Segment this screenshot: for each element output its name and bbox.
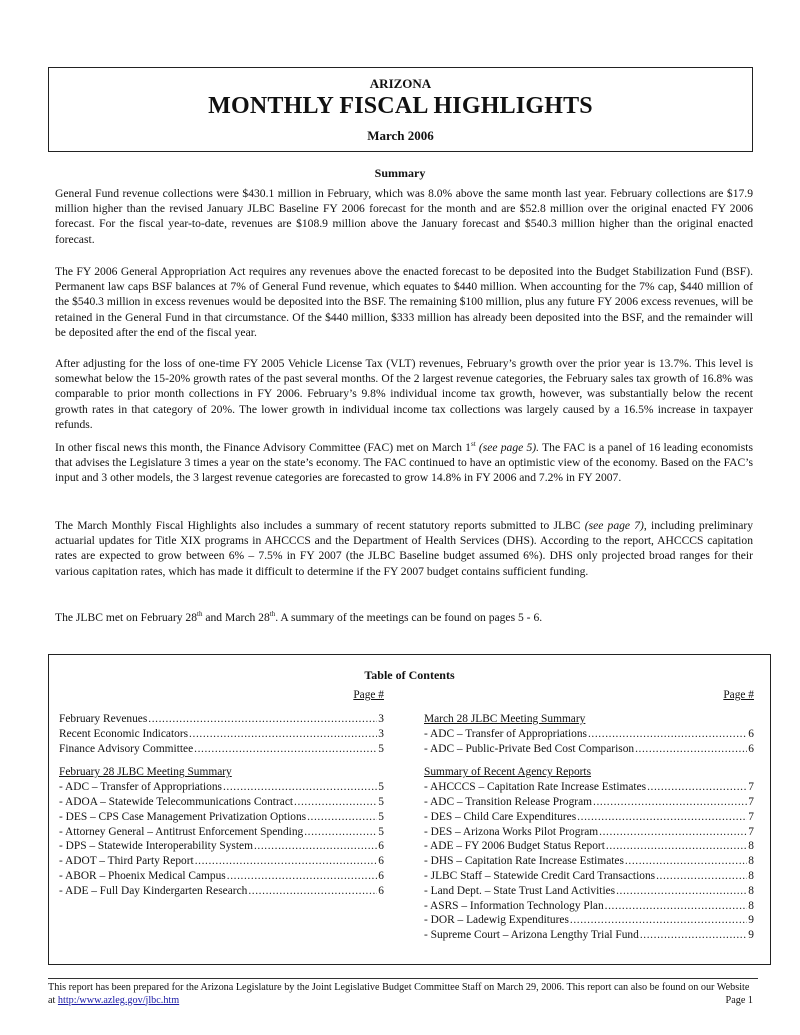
- toc-entry-label: - ADOA – Statewide Telecommunications Contract: [59, 795, 294, 808]
- toc-entry-page: 8: [748, 840, 754, 853]
- toc-entry-page: 7: [748, 825, 754, 838]
- dot-leader: [227, 869, 378, 884]
- summary-paragraph-5: The March Monthly Fiscal Highlights also includes a summary of recent statutory reports submitted to JLBC (see page 7), including preliminary actuarial updates for Title XIX programs in AHCCCS and the Department of Health Services (DHS). According to the report, AHCCCS capitation rates are expected to grow between 6% – 7.5% in FY 2007 (the JLBC Baseline budget assumed 6%). DHS only projected broad ranges for their various capitation rates, which has made it difficult to determine if the FY 2007 budget contains sufficient funding.: [55, 519, 754, 578]
- summary-paragraph-3: After adjusting for the loss of one-time FY 2005 Vehicle License Tax (VLT) revenues, February’s growth over the prior year is 13.7%. This level is somewhat below the 15-20% growth rates of the past several months. Of the 2 largest revenue categories, the February sales tax growth of 16.8% was comparable to prior month collections in FY 2006. February’s 9.8% individual income tax growth, however, was substantially below the recent growth rates in that category of 20%. The lower growth in individual income tax collections was largely caused by a 16.5% increase in taxpayer refunds.: [55, 357, 753, 431]
- dot-leader: [294, 795, 377, 810]
- toc-entry-page: 3: [378, 727, 384, 740]
- toc-entry-label: - JLBC Staff – Statewide Credit Card Transactions: [424, 869, 656, 882]
- toc-entry-label: - ADC – Transfer of Appropriations: [424, 727, 587, 740]
- toc-entry-label: - DES – Arizona Works Pilot Program: [424, 825, 599, 838]
- toc-entry-label: - ADC – Transfer of Appropriations: [59, 781, 222, 794]
- toc-entry-label: - DES – Child Care Expenditures: [424, 810, 577, 823]
- toc-entry: [424, 899, 754, 914]
- dot-leader: [647, 780, 747, 795]
- toc-entry-page: 6: [378, 840, 384, 853]
- toc-section-feb-meeting: February 28 JLBC Meeting Summary: [59, 766, 232, 779]
- footer-divider: [48, 978, 758, 979]
- toc-entry-label: - DHS – Capitation Rate Increase Estimates: [424, 855, 624, 868]
- toc-entry-page: 6: [748, 727, 754, 740]
- toc-entry: [424, 795, 754, 810]
- toc-entry-page: 5: [378, 781, 384, 794]
- toc-entry-page: 7: [748, 781, 754, 794]
- summary-paragraph-1: General Fund revenue collections were $430.1 million in February, which was 8.0% above the same month last year. February collections are $17.9 million higher than the revised January JLBC Baseline FY 2006 forecast for the month and are $52.8 million over the original enacted FY 2006 forecast. For the fiscal year-to-date, revenues are $108.9 million above the January forecast and $540.3 million higher than the original enacted forecast.: [55, 187, 753, 246]
- dot-leader: [635, 742, 747, 757]
- website-link[interactable]: http:/www.azleg.gov/jlbc.htm: [57, 994, 180, 1006]
- state-name: ARIZONA: [369, 76, 432, 91]
- toc-entry: [424, 810, 754, 825]
- dot-leader: [195, 854, 378, 869]
- toc-entry-page: 6: [378, 869, 384, 882]
- toc-entry-page: 8: [748, 869, 754, 882]
- toc-title: Table of Contents: [364, 668, 455, 682]
- dot-leader: [616, 884, 747, 899]
- toc-entry: [424, 928, 754, 943]
- toc-entry-label: - ADE – Full Day Kindergarten Research: [59, 884, 248, 897]
- toc-entry-page: 3: [378, 713, 384, 725]
- toc-entry-label: - AHCCCS – Capitation Rate Increase Estimates: [424, 781, 647, 794]
- toc-entry-label: - DOR – Ladewig Expenditures: [424, 914, 569, 927]
- toc-entry-page: 5: [378, 825, 384, 838]
- toc-entry: [424, 839, 754, 854]
- toc-entry-label: Recent Economic Indicators: [59, 727, 189, 740]
- page-reference: (see page 5).: [478, 441, 540, 454]
- toc-entry-page: 8: [748, 884, 754, 897]
- summary-heading: Summary: [374, 166, 426, 180]
- toc-entry-page: 8: [748, 855, 754, 868]
- toc-entry: [424, 913, 754, 928]
- toc-right-column: [424, 688, 754, 943]
- toc-general-list: [59, 712, 384, 756]
- toc-entry-label: - ADC – Transition Release Program: [424, 795, 593, 808]
- toc-entry-label: - DES – CPS Case Management Privatization Options: [59, 810, 307, 823]
- dot-leader: [304, 825, 377, 840]
- summary-paragraph-4: In other fiscal news this month, the Finance Advisory Committee (FAC) met on March 1st (see page 5). The FAC is a panel of 16 leading economists that advises the Legislature 3 times a year on the state’s economy. The FAC continued to have an optimistic view of the economy. Based on the FAC’s input and 3 other models, the 3 largest revenue categories are forecasted to grow 14.8% in FY 2006 and 7.2% in FY 2007.: [55, 440, 753, 485]
- toc-section-mar-meeting: March 28 JLBC Meeting Summary: [424, 713, 586, 725]
- toc-entry: [59, 869, 384, 884]
- dot-leader: [223, 780, 377, 795]
- toc-entry: [59, 839, 384, 854]
- dot-leader: [588, 727, 747, 742]
- toc-entry: [59, 884, 384, 899]
- dot-leader: [640, 928, 747, 943]
- toc-entry-page: 9: [748, 914, 754, 927]
- toc-entry: [424, 727, 754, 742]
- toc-entry-label: - Supreme Court – Arizona Lengthy Trial Fund: [424, 929, 639, 942]
- toc-entry: [59, 712, 384, 727]
- toc-left-column: [59, 688, 384, 899]
- toc-entry: [59, 727, 384, 742]
- summary-paragraph-2: The FY 2006 General Appropriation Act requires any revenues above the enacted forecast to be deposited into the Budget Stabilization Fund (BSF). Permanent law caps BSF balances at 7% of General Fund revenue, which equates to $440 million. When accounting for the 7% cap, $440 million of the $540.3 million in excess revenues would be deposited into the BSF. The remaining $100 million, plus any future FY 2006 excess revenues, will be retained in the General Fund in that circumstance. Of the $440 million, $333 million has already been deposited into the BSF, and the remainder will be deposited after the end of the fiscal year.: [55, 265, 753, 339]
- toc-entry-page: 6: [748, 742, 754, 755]
- toc-entry-label: Finance Advisory Committee: [59, 742, 194, 755]
- toc-entry-label: - Attorney General – Antitrust Enforcement Spending: [59, 825, 304, 838]
- report-header: [48, 67, 753, 152]
- dot-leader: [254, 839, 377, 854]
- toc-entry-label: - ADOT – Third Party Report: [59, 855, 194, 868]
- dot-leader: [605, 899, 748, 914]
- dot-leader: [189, 727, 377, 742]
- toc-entry-page: 8: [748, 899, 754, 912]
- toc-entry: [424, 742, 754, 757]
- report-date: March 2006: [367, 128, 434, 143]
- dot-leader: [625, 854, 747, 869]
- toc-entry-page: 7: [748, 810, 754, 823]
- toc-entry: [59, 780, 384, 795]
- toc-entry: [59, 795, 384, 810]
- toc-entry-page: 7: [748, 795, 754, 808]
- toc-entry: [59, 854, 384, 869]
- toc-page-header: Page #: [353, 689, 384, 701]
- toc-entry: [424, 825, 754, 840]
- toc-agency-reports-list: [424, 780, 754, 943]
- dot-leader: [606, 839, 747, 854]
- dot-leader: [194, 742, 377, 757]
- toc-entry-label: - ABOR – Phoenix Medical Campus: [59, 869, 226, 882]
- toc-section-agency-reports: Summary of Recent Agency Reports: [424, 766, 592, 779]
- dot-leader: [570, 913, 747, 928]
- summary-paragraph-6: The JLBC met on February 28th and March 28th. A summary of the meetings can be found on pages 5 - 6.: [55, 610, 543, 624]
- dot-leader: [656, 869, 747, 884]
- toc-entry: [59, 825, 384, 840]
- toc-entry-label: - ADC – Public-Private Bed Cost Comparison: [424, 742, 635, 755]
- dot-leader: [248, 884, 377, 899]
- toc-entry: [424, 869, 754, 884]
- toc-page-header: Page #: [723, 689, 754, 701]
- toc-entry-label: - Land Dept. – State Trust Land Activities: [424, 884, 616, 897]
- toc-entry: [424, 854, 754, 869]
- toc-entry-label: - DPS – Statewide Interoperability System: [59, 840, 253, 853]
- footer-note: This report has been prepared for the Arizona Legislature by the Joint Legislative Budget Committee Staff on March 29, 2006. This report can also be found on our Website at http:/www.azleg.gov/jlbc.htm: [48, 982, 750, 1006]
- toc-entry-page: 5: [378, 810, 384, 823]
- page-reference: (see page 7): [584, 519, 644, 532]
- toc-entry: [424, 884, 754, 899]
- toc-entry-label: - ASRS – Information Technology Plan: [424, 899, 604, 912]
- toc-feb-meeting-list: [59, 780, 384, 898]
- toc-entry-label: February Revenues: [59, 713, 148, 725]
- table-of-contents: [48, 654, 771, 965]
- report-title: MONTHLY FISCAL HIGHLIGHTS: [208, 93, 593, 119]
- toc-mar-meeting-list: [424, 727, 754, 757]
- dot-leader: [307, 810, 377, 825]
- toc-entry-page: 5: [378, 742, 384, 755]
- dot-leader: [593, 795, 747, 810]
- toc-entry: [424, 780, 754, 795]
- toc-entry-page: 6: [378, 884, 384, 897]
- toc-entry: [59, 742, 384, 757]
- toc-entry-page: 5: [378, 795, 384, 808]
- dot-leader: [577, 810, 747, 825]
- dot-leader: [148, 712, 377, 727]
- dot-leader: [599, 825, 747, 840]
- page-number: Page 1: [725, 995, 753, 1006]
- toc-entry-label: - ADE – FY 2006 Budget Status Report: [424, 840, 605, 853]
- toc-entry-page: 6: [378, 855, 384, 868]
- toc-entry: [59, 810, 384, 825]
- toc-entry-page: 9: [748, 929, 754, 942]
